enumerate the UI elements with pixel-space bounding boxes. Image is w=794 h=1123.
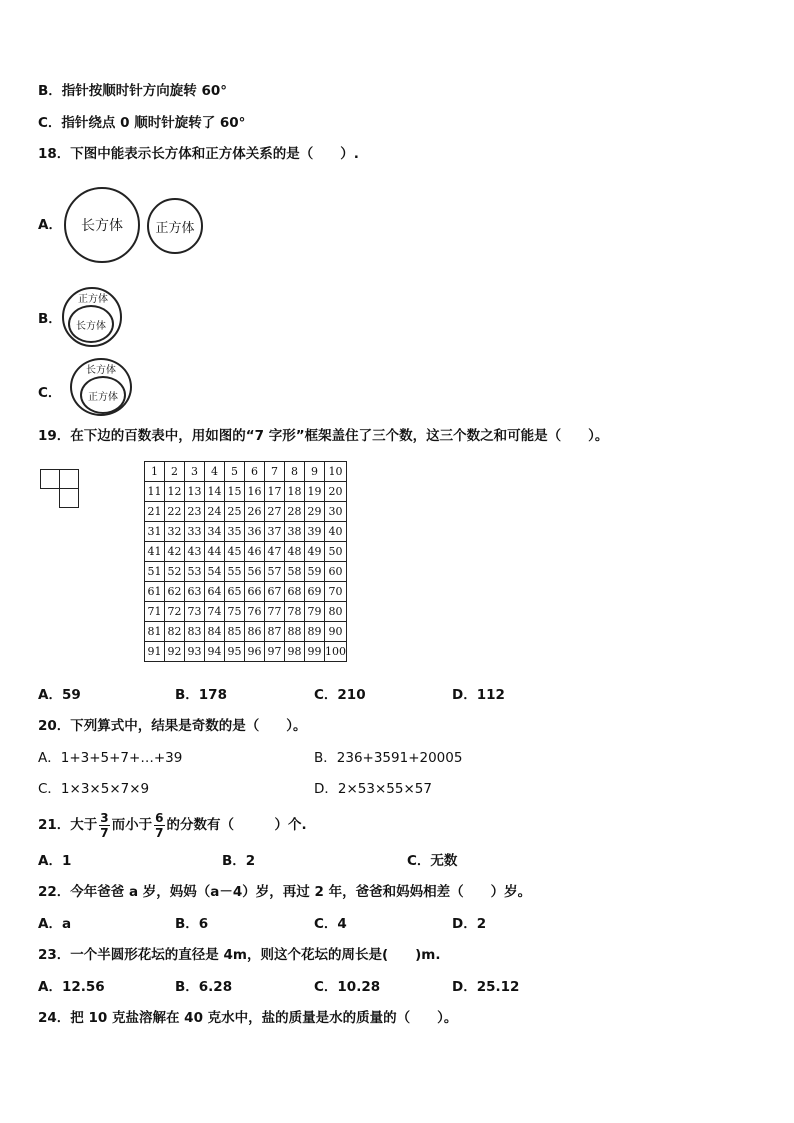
hundred-cell: 97 [265, 642, 285, 662]
q19-option-a: A．59 [38, 687, 81, 703]
hundred-cell: 83 [185, 622, 205, 642]
hundred-cell: 58 [285, 562, 305, 582]
hundred-cell: 3 [185, 462, 205, 482]
hundred-cell: 31 [145, 522, 165, 542]
cube-label: 正方体 [155, 220, 195, 236]
hundred-cell: 96 [245, 642, 265, 662]
hundred-row [145, 642, 347, 662]
hundred-cell: 29 [305, 502, 325, 522]
hundred-cell: 25 [225, 502, 245, 522]
outer-label: 长方体 [86, 365, 116, 376]
hundred-cell: 73 [185, 602, 205, 622]
hundred-cell: 47 [265, 542, 285, 562]
hundred-cell: 2 [165, 462, 185, 482]
q22-option-c: C．4 [314, 916, 347, 932]
q21-option-c: C．无数 [407, 853, 458, 869]
q21-suffix: 的分数有（ ）个. [166, 817, 307, 833]
hundred-row [145, 522, 347, 542]
hundred-cell: 6 [245, 462, 265, 482]
q22-option-d: D．2 [452, 916, 487, 932]
hundred-cell: 55 [225, 562, 245, 582]
q22-question: 22．今年爸爸 a 岁，妈妈（a－4）岁，再过 2 年，爸爸和妈妈相差（ ）岁。 [38, 884, 532, 900]
hundred-cell: 62 [165, 582, 185, 602]
q20-option-b: B．236+3591+20005 [314, 750, 463, 766]
hundred-cell: 61 [145, 582, 165, 602]
hundred-cell: 68 [285, 582, 305, 602]
hundred-cell: 95 [225, 642, 245, 662]
fraction-6-7 [154, 811, 164, 840]
hundred-cell: 35 [225, 522, 245, 542]
hundred-cell: 88 [285, 622, 305, 642]
q19-question: 19．在下边的百数表中，用如图的“7 字形”框架盖住了三个数，这三个数之和可能是（ ）。 [38, 428, 609, 444]
hundred-row [145, 462, 347, 482]
hundred-cell: 77 [265, 602, 285, 622]
hundred-cell: 45 [225, 542, 245, 562]
hundred-cell: 10 [325, 462, 347, 482]
q23-option-d: D．25.12 [452, 979, 520, 995]
hundred-cell: 23 [185, 502, 205, 522]
fraction-denominator: 7 [100, 825, 109, 840]
hundred-cell: 86 [245, 622, 265, 642]
hundred-cell: 60 [325, 562, 347, 582]
hundred-cell: 57 [265, 562, 285, 582]
hundred-cell: 89 [305, 622, 325, 642]
hundred-cell: 44 [205, 542, 225, 562]
cuboid-circle [64, 187, 140, 263]
hundred-table [144, 461, 347, 662]
hundred-row [145, 622, 347, 642]
hundred-cell: 80 [325, 602, 347, 622]
q20-question: 20．下列算式中，结果是奇数的是（ ）。 [38, 718, 307, 734]
hundred-cell: 30 [325, 502, 347, 522]
hundred-row [145, 602, 347, 622]
hundred-cell: 28 [285, 502, 305, 522]
hundred-cell: 71 [145, 602, 165, 622]
hundred-cell: 78 [285, 602, 305, 622]
hundred-cell: 59 [305, 562, 325, 582]
hundred-cell: 72 [165, 602, 185, 622]
hundred-row [145, 562, 347, 582]
cube-circle [147, 198, 203, 254]
hundred-cell: 74 [205, 602, 225, 622]
hundred-cell: 7 [265, 462, 285, 482]
outer-label: 正方体 [78, 294, 108, 305]
cuboid-label: 长方体 [81, 218, 123, 234]
hundred-cell: 32 [165, 522, 185, 542]
inner-circle [68, 305, 114, 343]
q21-option-b: B．2 [222, 853, 256, 869]
hundred-cell: 19 [305, 482, 325, 502]
hundred-cell: 64 [205, 582, 225, 602]
hundred-cell: 53 [185, 562, 205, 582]
hundred-cell: 18 [285, 482, 305, 502]
hundred-cell: 91 [145, 642, 165, 662]
q22-option-b: B．6 [175, 916, 209, 932]
hundred-cell: 98 [285, 642, 305, 662]
hundred-cell: 41 [145, 542, 165, 562]
hundred-cell: 94 [205, 642, 225, 662]
q19-option-d: D．112 [452, 687, 505, 703]
q21-question [38, 808, 307, 842]
hundred-cell: 42 [165, 542, 185, 562]
fraction-denominator: 7 [155, 825, 164, 840]
fraction-numerator: 3 [100, 810, 109, 825]
hundred-cell: 99 [305, 642, 325, 662]
hundred-cell: 82 [165, 622, 185, 642]
hundred-row [145, 582, 347, 602]
q17-option-b: B．指针按顺时针方向旋转 60° [38, 83, 228, 99]
hundred-cell: 51 [145, 562, 165, 582]
hundred-cell: 16 [245, 482, 265, 502]
q19-option-b: B．178 [175, 687, 227, 703]
hundred-cell: 17 [265, 482, 285, 502]
q21-prefix: 21．大于 [38, 817, 98, 833]
hundred-cell: 48 [285, 542, 305, 562]
hundred-cell: 14 [205, 482, 225, 502]
q21-option-a: A．1 [38, 853, 72, 869]
hundred-cell: 46 [245, 542, 265, 562]
q18-option-b-label: B． [38, 311, 62, 327]
hundred-cell: 84 [205, 622, 225, 642]
hundred-cell: 33 [185, 522, 205, 542]
hundred-cell: 37 [265, 522, 285, 542]
q18-option-a-label: A． [38, 217, 62, 233]
hundred-cell: 39 [305, 522, 325, 542]
q23-option-b: B．6.28 [175, 979, 233, 995]
hundred-cell: 43 [185, 542, 205, 562]
hundred-cell: 9 [305, 462, 325, 482]
hundred-cell: 92 [165, 642, 185, 662]
q21-middle: 而小于 [111, 817, 153, 833]
hundred-cell: 54 [205, 562, 225, 582]
hundred-cell: 66 [245, 582, 265, 602]
inner-label: 正方体 [88, 391, 118, 403]
hundred-cell: 34 [205, 522, 225, 542]
hundred-cell: 22 [165, 502, 185, 522]
hundred-cell: 36 [245, 522, 265, 542]
hundred-cell: 93 [185, 642, 205, 662]
q18-option-c-label: C． [38, 385, 62, 401]
hundred-cell: 1 [145, 462, 165, 482]
q22-option-a: A．a [38, 916, 72, 932]
hundred-cell: 38 [285, 522, 305, 542]
hundred-cell: 63 [185, 582, 205, 602]
q23-option-c: C．10.28 [314, 979, 381, 995]
hundred-cell: 50 [325, 542, 347, 562]
fraction-numerator: 6 [155, 810, 164, 825]
hundred-cell: 13 [185, 482, 205, 502]
q20-option-a: A．1+3+5+7+…+39 [38, 750, 183, 766]
hundred-cell: 5 [225, 462, 245, 482]
q23-question: 23．一个半圆形花坛的直径是 4m，则这个花坛的周长是( )m. [38, 947, 441, 963]
hundred-cell: 100 [325, 642, 347, 662]
hundred-cell: 26 [245, 502, 265, 522]
hundred-cell: 21 [145, 502, 165, 522]
hundred-row [145, 482, 347, 502]
hundred-cell: 81 [145, 622, 165, 642]
hundred-cell: 87 [265, 622, 285, 642]
hundred-cell: 65 [225, 582, 245, 602]
hundred-cell: 4 [205, 462, 225, 482]
q23-option-a: A．12.56 [38, 979, 105, 995]
fraction-3-7 [99, 811, 109, 840]
hundred-cell: 8 [285, 462, 305, 482]
q17-option-c: C．指针绕点 0 顺时针旋转了 60° [38, 115, 246, 131]
hundred-cell: 49 [305, 542, 325, 562]
q18-question: 18．下图中能表示长方体和正方体关系的是（ ）. [38, 146, 359, 162]
hundred-cell: 70 [325, 582, 347, 602]
hundred-cell: 52 [165, 562, 185, 582]
hundred-cell: 69 [305, 582, 325, 602]
hundred-cell: 24 [205, 502, 225, 522]
q20-option-c: C．1×3×5×7×9 [38, 781, 150, 797]
q20-option-d: D．2×53×55×57 [314, 781, 432, 797]
hundred-cell: 11 [145, 482, 165, 502]
hundred-cell: 85 [225, 622, 245, 642]
hundred-cell: 12 [165, 482, 185, 502]
hundred-cell: 67 [265, 582, 285, 602]
q19-option-c: C．210 [314, 687, 366, 703]
hundred-cell: 79 [305, 602, 325, 622]
hundred-row [145, 502, 347, 522]
hundred-cell: 56 [245, 562, 265, 582]
inner-label: 长方体 [76, 320, 106, 332]
hundred-cell: 76 [245, 602, 265, 622]
hundred-cell: 75 [225, 602, 245, 622]
inner-circle [80, 376, 126, 414]
hundred-cell: 27 [265, 502, 285, 522]
hundred-cell: 40 [325, 522, 347, 542]
hundred-cell: 20 [325, 482, 347, 502]
q24-question: 24．把 10 克盐溶解在 40 克水中，盐的质量是水的质量的（ ）。 [38, 1010, 458, 1026]
hundred-cell: 15 [225, 482, 245, 502]
hundred-row [145, 542, 347, 562]
hundred-cell: 90 [325, 622, 347, 642]
